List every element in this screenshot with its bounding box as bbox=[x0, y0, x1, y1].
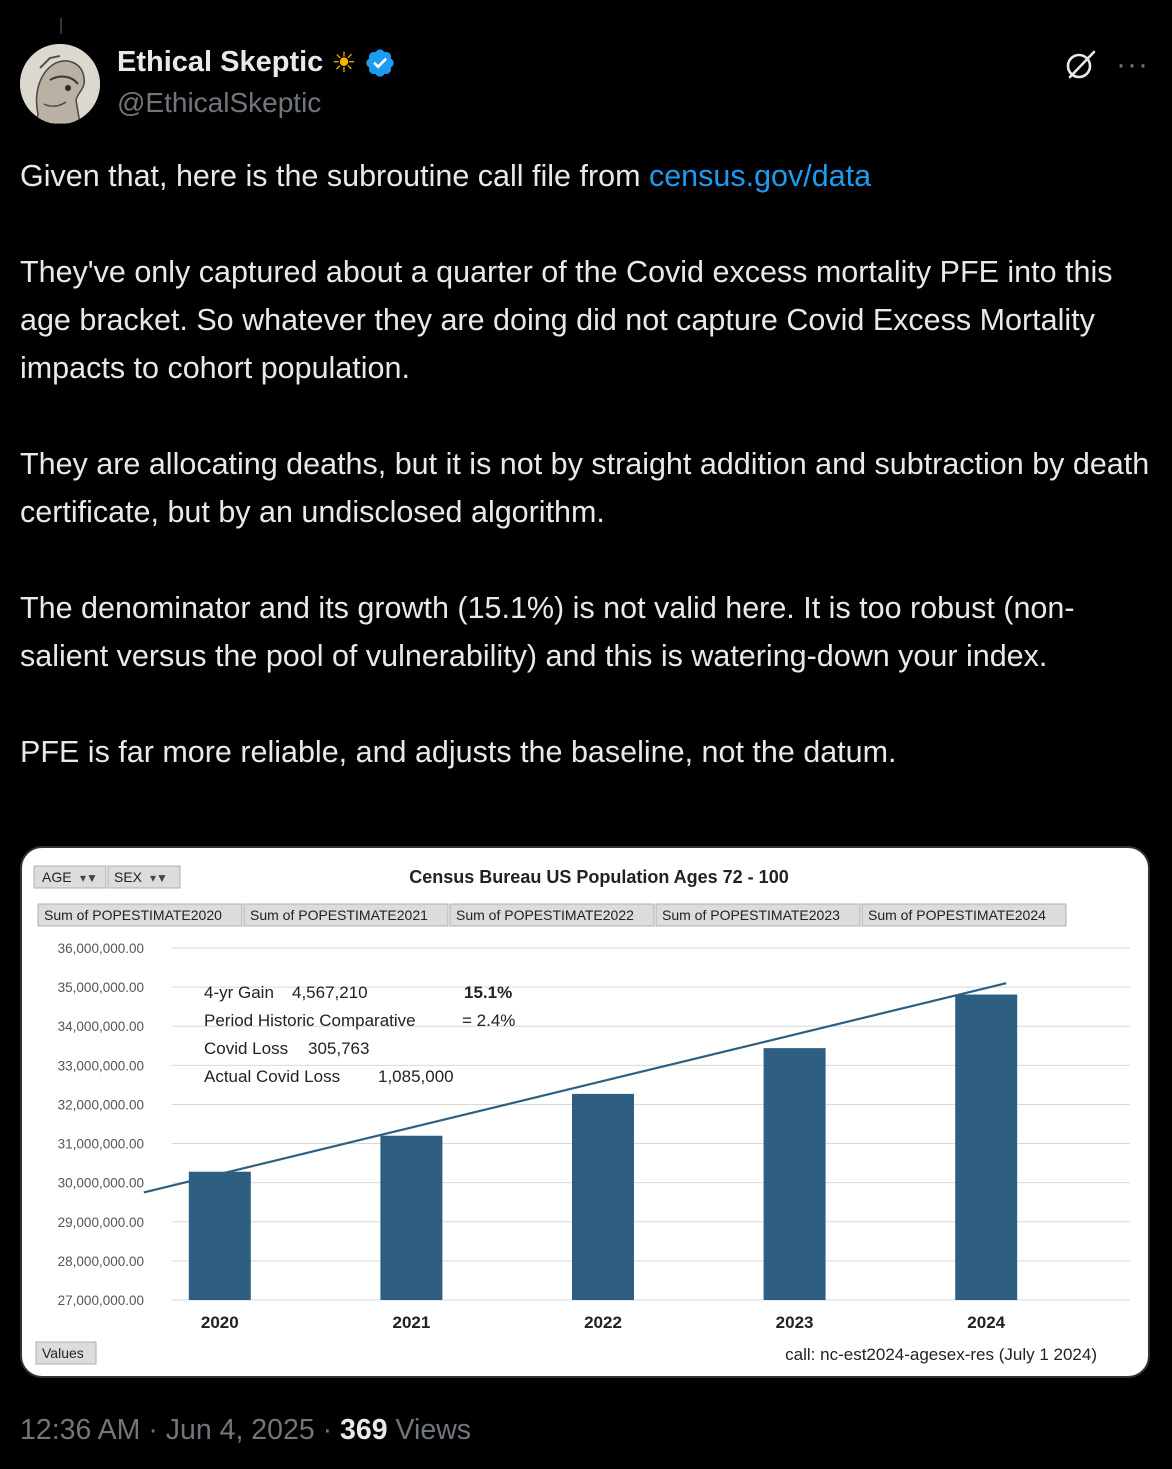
annotation-extra: = 2.4% bbox=[462, 1011, 516, 1030]
annotation-label: Period Historic Comparative bbox=[204, 1011, 416, 1030]
y-tick-label: 30,000,000.00 bbox=[57, 1175, 144, 1191]
display-name[interactable]: Ethical Skeptic bbox=[117, 46, 324, 78]
x-tick-label: 2021 bbox=[392, 1313, 431, 1332]
bar-2020 bbox=[189, 1172, 251, 1300]
tweet-paragraph-1 bbox=[20, 152, 1150, 200]
bar-2023 bbox=[764, 1048, 826, 1300]
y-tick-label: 35,000,000.00 bbox=[57, 980, 144, 996]
sun-emoji-icon: ☀ bbox=[331, 46, 357, 78]
source-note: call: nc-est2024-agesex-res (July 1 2024) bbox=[785, 1345, 1097, 1364]
verified-badge-icon[interactable] bbox=[364, 47, 396, 79]
annotation-label: Actual Covid Loss bbox=[204, 1067, 341, 1086]
avatar-image bbox=[20, 44, 100, 124]
census-link[interactable]: census.gov/data bbox=[648, 159, 872, 193]
filter-age-label: AGE bbox=[42, 869, 72, 885]
value-field-button[interactable] bbox=[38, 904, 242, 926]
x-tick-label: 2022 bbox=[584, 1313, 622, 1332]
views-label: Views bbox=[387, 1414, 472, 1446]
y-tick-label: 29,000,000.00 bbox=[57, 1214, 144, 1230]
values-button[interactable] bbox=[36, 1342, 96, 1364]
filter-dropdown-icon: ▾▼ bbox=[150, 871, 168, 885]
value-field-label: Sum of POPESTIMATE2023 bbox=[662, 907, 840, 923]
value-field-label: Sum of POPESTIMATE2021 bbox=[250, 907, 428, 923]
x-tick-label: 2024 bbox=[967, 1313, 1006, 1332]
value-field-button[interactable] bbox=[656, 904, 860, 926]
value-field-button[interactable] bbox=[862, 904, 1066, 926]
avatar[interactable] bbox=[20, 44, 100, 124]
filter-sex-button[interactable] bbox=[108, 866, 180, 888]
filter-sex-label: SEX bbox=[114, 869, 143, 885]
annotation-row bbox=[204, 1067, 454, 1086]
values-button-label: Values bbox=[42, 1345, 84, 1361]
y-tick-label: 36,000,000.00 bbox=[57, 941, 144, 956]
chart-title: Census Bureau US Population Ages 72 - 100 bbox=[409, 867, 789, 887]
post-time[interactable]: 12:36 AM bbox=[20, 1414, 141, 1446]
annotation-extra: 15.1% bbox=[464, 983, 513, 1002]
bar-2022 bbox=[572, 1094, 634, 1300]
annotation-label: Covid Loss bbox=[204, 1039, 289, 1058]
footer-separator: · bbox=[314, 1414, 341, 1446]
tweet-text-span: Given that, here is the subroutine call file from bbox=[20, 159, 649, 193]
media-attachment[interactable] bbox=[20, 846, 1150, 1378]
y-tick-label: 32,000,000.00 bbox=[57, 1097, 144, 1113]
handle[interactable]: @EthicalSkeptic bbox=[117, 87, 322, 118]
value-field-button[interactable] bbox=[244, 904, 448, 926]
tweet-text bbox=[20, 152, 1150, 776]
value-field-label: Sum of POPESTIMATE2024 bbox=[868, 907, 1046, 923]
value-field-button[interactable] bbox=[450, 904, 654, 926]
post-date[interactable]: Jun 4, 2025 bbox=[165, 1414, 315, 1446]
more-icon[interactable]: ··· bbox=[1116, 48, 1149, 81]
filter-age-button[interactable] bbox=[34, 866, 106, 888]
annotation-label: 4-yr Gain bbox=[204, 983, 274, 1002]
y-tick-label: 33,000,000.00 bbox=[57, 1058, 144, 1074]
annotation-value: 305,763 bbox=[308, 1039, 370, 1058]
y-tick-label: 34,000,000.00 bbox=[57, 1019, 144, 1035]
y-tick-label: 28,000,000.00 bbox=[57, 1253, 144, 1269]
bar-2024 bbox=[955, 995, 1017, 1300]
tweet-paragraph-5: PFE is far more reliable, and adjusts the baseline, not the datum. bbox=[20, 735, 897, 769]
annotation-value: 4,567,210 bbox=[292, 983, 368, 1002]
grok-icon[interactable] bbox=[1064, 48, 1098, 82]
bar-2021 bbox=[380, 1136, 442, 1300]
footer-separator: · bbox=[140, 1414, 166, 1446]
tweet-paragraph-3: They are allocating deaths, but it is not by straight addition and subtraction by death certificate, but by an undisclosed algorithm. bbox=[20, 447, 1150, 529]
annotation-row bbox=[204, 983, 512, 1002]
filter-dropdown-icon: ▾▼ bbox=[80, 871, 98, 885]
tweet-paragraph-4: The denominator and its growth (15.1%) is not valid here. It is too robust (non-salient versus the pool of vulnerability) and this is watering-down your index. bbox=[20, 591, 1075, 673]
annotation-row bbox=[204, 1011, 515, 1030]
x-tick-label: 2023 bbox=[775, 1313, 814, 1332]
x-tick-label: 2020 bbox=[200, 1313, 239, 1332]
annotation-row bbox=[204, 1039, 369, 1058]
y-tick-label: 27,000,000.00 bbox=[57, 1293, 144, 1308]
value-field-label: Sum of POPESTIMATE2020 bbox=[44, 907, 222, 923]
annotation-value: 1,085,000 bbox=[378, 1067, 454, 1086]
tweet-footer bbox=[20, 1414, 471, 1447]
y-tick-label: 31,000,000.00 bbox=[57, 1136, 144, 1152]
views-count: 369 bbox=[340, 1414, 388, 1446]
chart bbox=[22, 848, 1148, 1376]
value-field-label: Sum of POPESTIMATE2022 bbox=[456, 907, 634, 923]
tweet-paragraph-2: They've only captured about a quarter of the Covid excess mortality PFE into this age bracket. So whatever they are doing did not capture Covid Excess Mortality impacts to cohort population. bbox=[20, 255, 1113, 385]
thread-line bbox=[60, 18, 62, 34]
